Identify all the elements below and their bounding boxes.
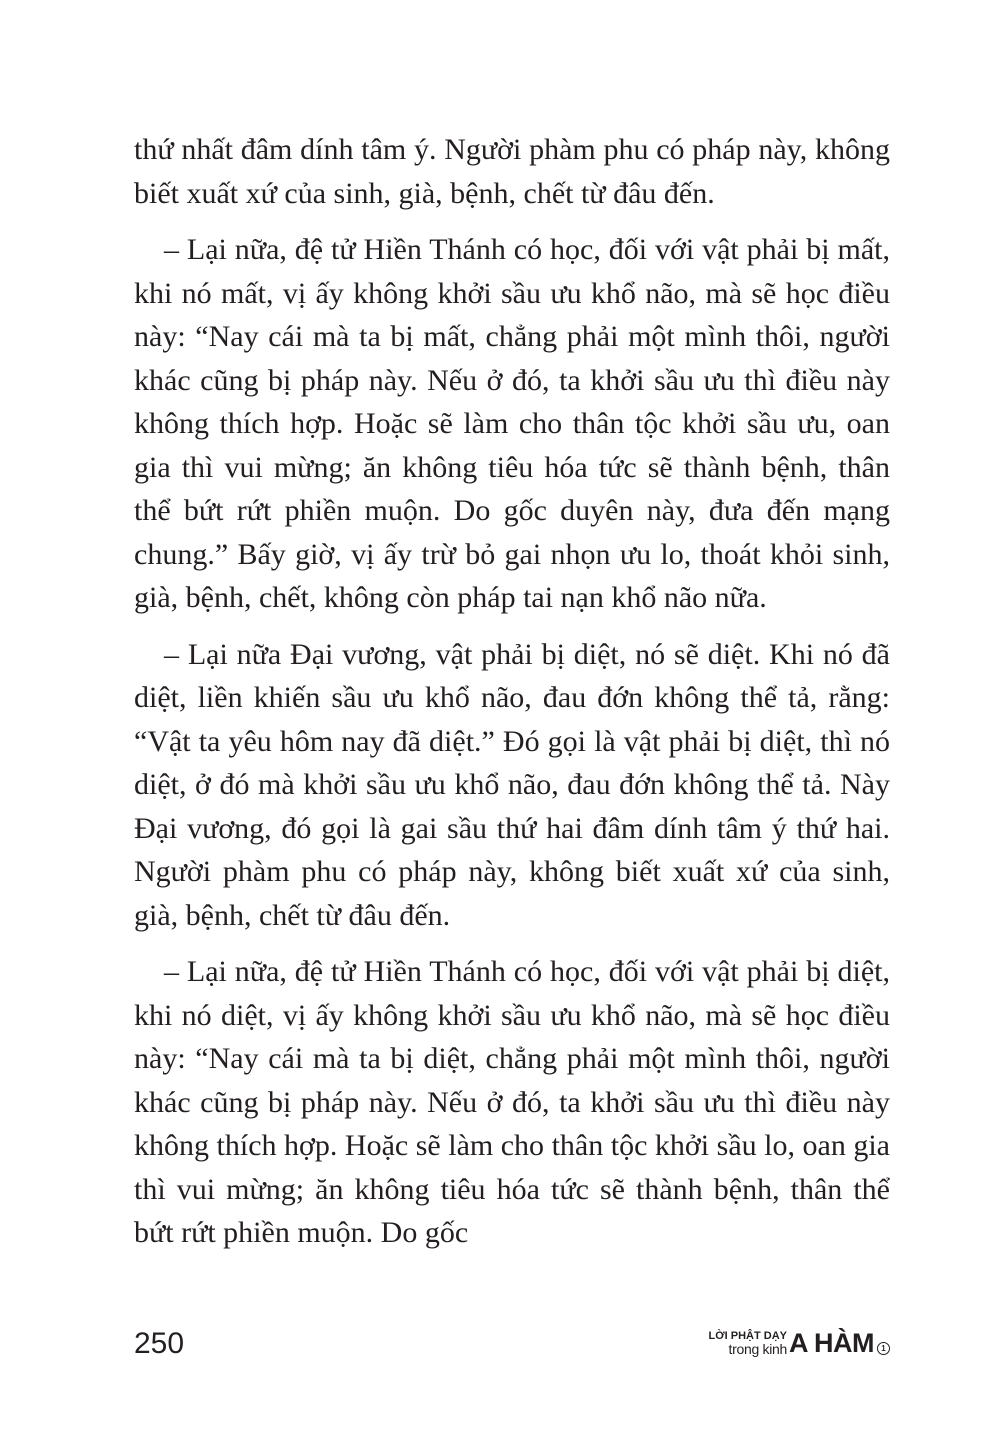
body-text	[134, 128, 890, 1268]
brand-bottom-text: trong kinh	[728, 1341, 787, 1357]
brand-title: A HÀM	[789, 1328, 874, 1358]
brand-subtitle	[709, 1331, 787, 1357]
paragraph-4: – Lại nữa, đệ tử Hiền Thánh có học, đối với vật phải bị diệt, khi nó diệt, vị ấy không khởi sầu ưu khổ não, mà sẽ học điều này: “Nay cái mà ta bị diệt, chẳng phải một mình thôi, người khác cũng bị pháp này. Nếu ở đó, ta khởi sầu ưu thì điều này không thích hợp. Hoặc sẽ làm cho thân tộc khởi sầu lo, oan gia thì vui mừng; ăn không tiêu hóa tức sẽ thành bệnh, thân thể bứt rứt phiền muộn. Do gốc	[134, 955, 890, 1249]
paragraph-1: thứ nhất đâm dính tâm ý. Người phàm phu có pháp này, không biết xuất xứ của sinh, già, bệnh, chết từ đâu đến.	[134, 133, 890, 210]
book-brand-logo	[709, 1330, 890, 1357]
paragraph-2: – Lại nữa, đệ tử Hiền Thánh có học, đối với vật phải bị mất, khi nó mất, vị ấy không khởi sầu ưu khổ não, mà sẽ học điều này: “Nay cái mà ta bị mất, chẳng phải một mình thôi, người khác cũng bị pháp này. Nếu ở đó, ta khởi sầu ưu thì điều này không thích hợp. Hoặc sẽ làm cho thân tộc khởi sầu ưu, oan gia thì vui mừng; ăn không tiêu hóa tức sẽ thành bệnh, thân thể bứt rứt phiền muộn. Do gốc duyên này, đưa đến mạng chung.” Bấy giờ, vị ấy trừ bỏ gai nhọn ưu lo, thoát khỏi sinh, già, bệnh, chết, không còn pháp tai nạn khổ não nữa.	[134, 233, 890, 614]
volume-badge: 1	[877, 1342, 890, 1355]
paragraph-3: – Lại nữa Đại vương, vật phải bị diệt, nó sẽ diệt. Khi nó đã diệt, liền khiến sầu ưu khổ não, đau đớn không thể tả, rằng: “Vật ta yêu hôm nay đã diệt.” Đó gọi là vật phải bị diệt, thì nó diệt, ở đó mà khởi sầu ưu khổ não, đau đớn không thể tả. Này Đại vương, đó gọi là gai sầu thứ hai đâm dính tâm ý thứ hai. Người phàm phu có pháp này, không biết xuất xứ của sinh, già, bệnh, chết từ đâu đến.	[134, 637, 890, 932]
brand-top-text: LỜI PHẬT DẠY	[708, 1330, 787, 1342]
page-number: 250	[134, 1327, 185, 1360]
